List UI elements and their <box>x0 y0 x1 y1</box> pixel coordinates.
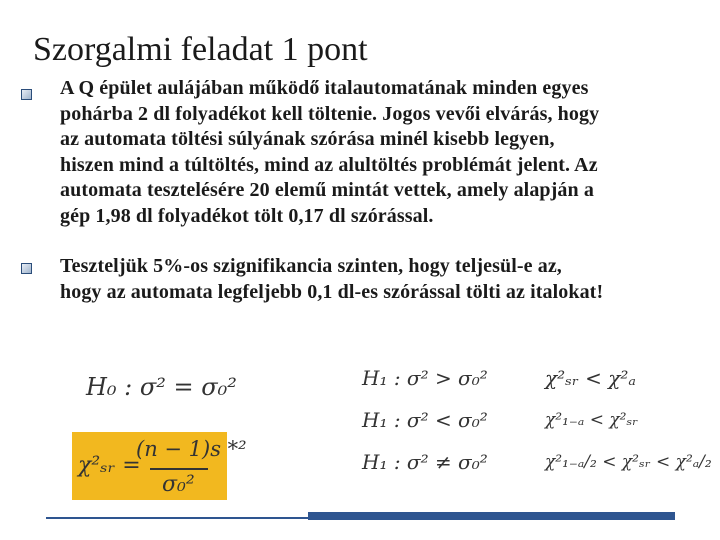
critical-region-greater: χ²ₛᵣ < χ²ₐ <box>545 366 636 390</box>
paragraph-line: pohárba 2 dl folyadékot kell töltenie. Jogos vevői elvárás, hogy <box>60 102 600 125</box>
critical-region-less: χ²₁₋ₐ < χ²ₛᵣ <box>545 410 639 430</box>
fraction-bar <box>150 468 208 470</box>
bullet-icon <box>21 89 32 100</box>
bullet-icon <box>21 263 32 274</box>
alt-hypothesis-greater: H₁ : σ² > σ₀² <box>362 366 488 390</box>
paragraph-line: hogy az automata legfeljebb 0,1 dl-es szórással tölti az italokat! <box>60 280 604 303</box>
bullet-paragraph-2 <box>60 254 704 305</box>
bullet-paragraph-1 <box>60 76 704 229</box>
paragraph-line: az automata töltési súlyának szórása minél kisebb legyen, <box>60 128 555 150</box>
test-statistic-lhs: χ²ₛᵣ = <box>78 453 141 478</box>
slide-title: Szorgalmi feladat 1 pont <box>33 31 368 68</box>
paragraph-line: A Q épület aulájában működő italautomatának minden egyes <box>60 77 589 99</box>
paragraph-line: hiszen mind a túltöltés, mind az alultöltés problémát jelent. Az <box>60 153 598 176</box>
alt-hypothesis-neq: H₁ : σ² ≠ σ₀² <box>362 450 488 474</box>
alt-hypothesis-less: H₁ : σ² < σ₀² <box>362 408 488 432</box>
footer-divider-thin <box>46 517 308 519</box>
test-statistic-numerator: (n − 1)s *² <box>136 437 247 461</box>
null-hypothesis-formula: H₀ : σ² = σ₀² <box>86 373 237 401</box>
footer-divider-thick <box>308 512 675 520</box>
test-statistic-denominator: σ₀² <box>162 472 195 497</box>
paragraph-line: gép 1,98 dl folyadékot tölt 0,17 dl szórással. <box>60 204 434 227</box>
critical-region-neq: χ²₁₋ₐ/₂ < χ²ₛᵣ < χ²ₐ/₂ <box>545 452 712 472</box>
paragraph-line: Teszteljük 5%-os szignifikancia szinten, hogy teljesül-e az, <box>60 255 562 277</box>
paragraph-line: automata tesztelésére 20 elemű mintát vettek, amely alapján a <box>60 179 594 201</box>
